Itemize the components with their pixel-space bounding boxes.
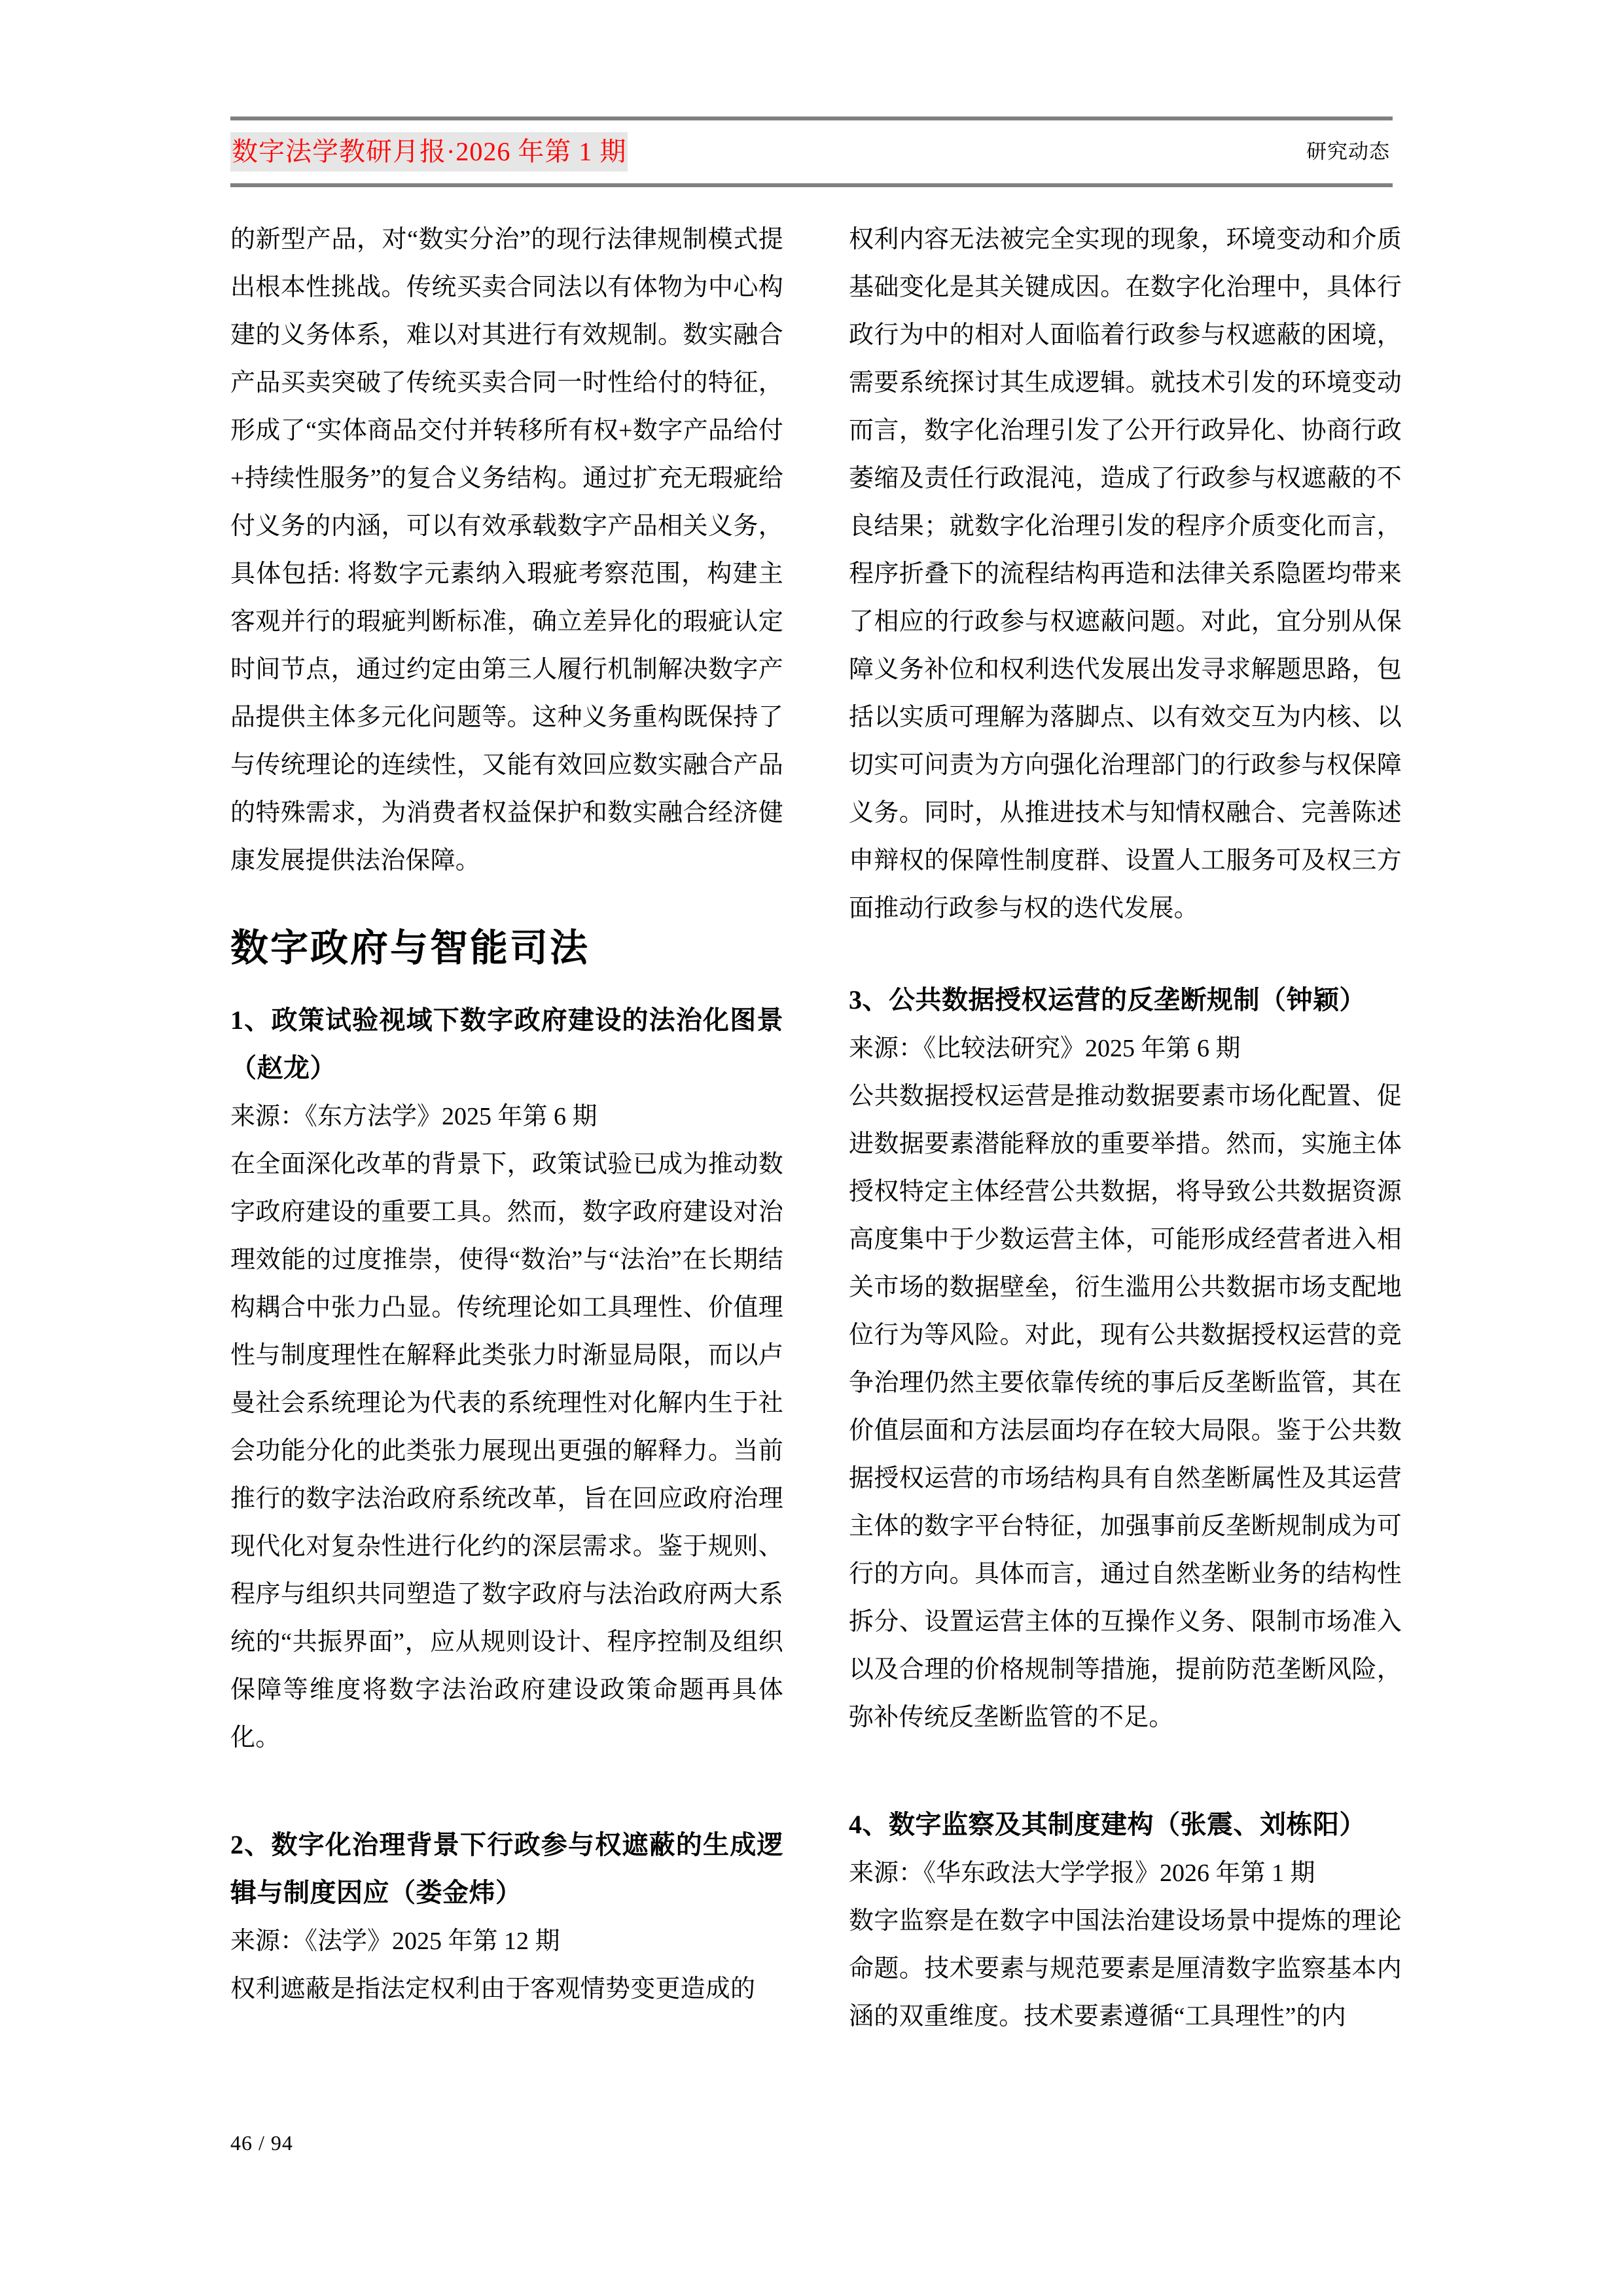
item-spacer <box>849 933 1402 976</box>
article-title-3: 3、公共数据授权运营的反垄断规制（钟颖） <box>849 985 1366 1014</box>
section-label: 研究动态 <box>1306 140 1390 163</box>
header-rule-top <box>230 117 1393 120</box>
header-content <box>230 126 1393 178</box>
section-heading: 数字政府与智能司法 <box>230 927 590 969</box>
left-column <box>230 216 783 2013</box>
publication-title: 数字法学教研月报·2026 年第 1 期 <box>230 132 628 171</box>
article-source-4: 来源：《华东政法大学学报》2026 年第 1 期 <box>849 1859 1315 1887</box>
two-column-body <box>230 216 1402 2179</box>
article-source-1: 来源：《东方法学》2025 年第 6 期 <box>230 1103 597 1130</box>
article-source-2: 来源：《法学》2025 年第 12 期 <box>230 1928 560 1955</box>
article-title-4: 4、数字监察及其制度建构（张震、刘栋阳） <box>849 1810 1366 1839</box>
item-spacer <box>849 1742 1402 1801</box>
header-rule-bottom <box>230 183 1393 187</box>
article-abstract-3: 公共数据授权运营是推动数据要素市场化配置、促进数据要素潜能释放的重要举措。然而，实施主体授权特定主体经营公共数据，将导致公共数据资源高度集中于少数运营主体，可能形成经营者进入相关市场的数据壁垒，衍生滥用公共数据市场支配地位行为等风险。对此，现有公共数据授权运营的竞争治理仍然主要依靠传统的事后反垄断监管，其在价值层面和方法层面均存在较大局限。鉴于公共数据授权运营的市场结构具有自然垄断属性及其运营主体的数字平台特征，加强事前反垄断规制成为可行的方向。具体而言，通过自然垄断业务的结构性拆分、设置运营主体的互操作义务、限制市场准入以及合理的价格规制等措施，提前防范垄断风险，弥补传统反垄断监管的不足。 <box>849 1083 1402 1731</box>
item-spacer <box>230 1762 783 1821</box>
continued-paragraph-left: 的新型产品，对“数实分治”的现行法律规制模式提出根本性挑战。传统买卖合同法以有体物为中心构建的义务体系，难以对其进行有效规制。数实融合产品买卖突破了传统买卖合同一时性给付的特征，形成了“实体商品交付并转移所有权+数字产品给付+持续性服务”的复合义务结构。通过扩充无瑕疵给付义务的内涵，可以有效承载数字产品相关义务，具体包括: 将数字元素纳入瑕疵考察范围，构建主客观并行的瑕疵判断标准，确立差异化的瑕疵认定时间节点，通过约定由第三人履行机制解决数字产品提供主体多元化问题等。这种义务重构既保持了与传统理论的连续性，又能有效回应数实融合产品的特殊需求，为消费者权益保护和数实融合经济健康发展提供法治保障。 <box>230 226 783 874</box>
page-footer <box>230 2128 1393 2157</box>
article-abstract-2: 权利遮蔽是指法定权利由于客观情势变更造成的 <box>230 1975 756 2003</box>
running-header <box>230 117 1393 187</box>
right-column <box>849 216 1402 2041</box>
page-number: 46 / 94 <box>230 2131 293 2155</box>
article-title-2: 2、数字化治理背景下行政参与权遮蔽的生成逻辑与制度因应（娄金炜） <box>230 1830 783 1907</box>
article-title-1: 1、政策试验视域下数字政府建设的法治化图景（赵龙） <box>230 1005 783 1083</box>
continued-paragraph-right: 权利内容无法被完全实现的现象，环境变动和介质基础变化是其关键成因。在数字化治理中，具体行政行为中的相对人面临着行政参与权遮蔽的困境，需要系统探讨其生成逻辑。就技术引发的环境变动而言，数字化治理引发了公开行政异化、协商行政萎缩及责任行政混沌，造成了行政参与权遮蔽的不良结果；就数字化治理引发的程序介质变化而言，程序折叠下的流程结构再造和法律关系隐匿均带来了相应的行政参与权遮蔽问题。对此，宜分别从保障义务补位和权利迭代发展出发寻求解题思路，包括以实质可理解为落脚点、以有效交互为内核、以切实可问责为方向强化治理部门的行政参与权保障义务。同时，从推进技术与知情权融合、完善陈述申辩权的保障性制度群、设置人工服务可及权三方面推动行政参与权的迭代发展。 <box>849 226 1402 922</box>
article-abstract-1: 在全面深化改革的背景下，政策试验已成为推动数字政府建设的重要工具。然而，数字政府建设对治理效能的过度推崇，使得“数治”与“法治”在长期结构耦合中张力凸显。传统理论如工具理性、价值理性与制度理性在解释此类张力时渐显局限，而以卢曼社会系统理论为代表的系统理性对化解内生于社会功能分化的此类张力展现出更强的解释力。当前推行的数字法治政府系统改革，旨在回应政府治理现代化对复杂性进行化约的深层需求。鉴于规则、程序与组织共同塑造了数字政府与法治政府两大系统的“共振界面”，应从规则设计、程序控制及组织保障等维度将数字法治政府建设政策命题再具体化。 <box>230 1151 783 1751</box>
article-source-3: 来源：《比较法研究》2025 年第 6 期 <box>849 1035 1241 1062</box>
article-abstract-4: 数字监察是在数字中国法治建设场景中提炼的理论命题。技术要素与规范要素是厘清数字监察基本内涵的双重维度。技术要素遵循“工具理性”的内 <box>849 1907 1402 2030</box>
